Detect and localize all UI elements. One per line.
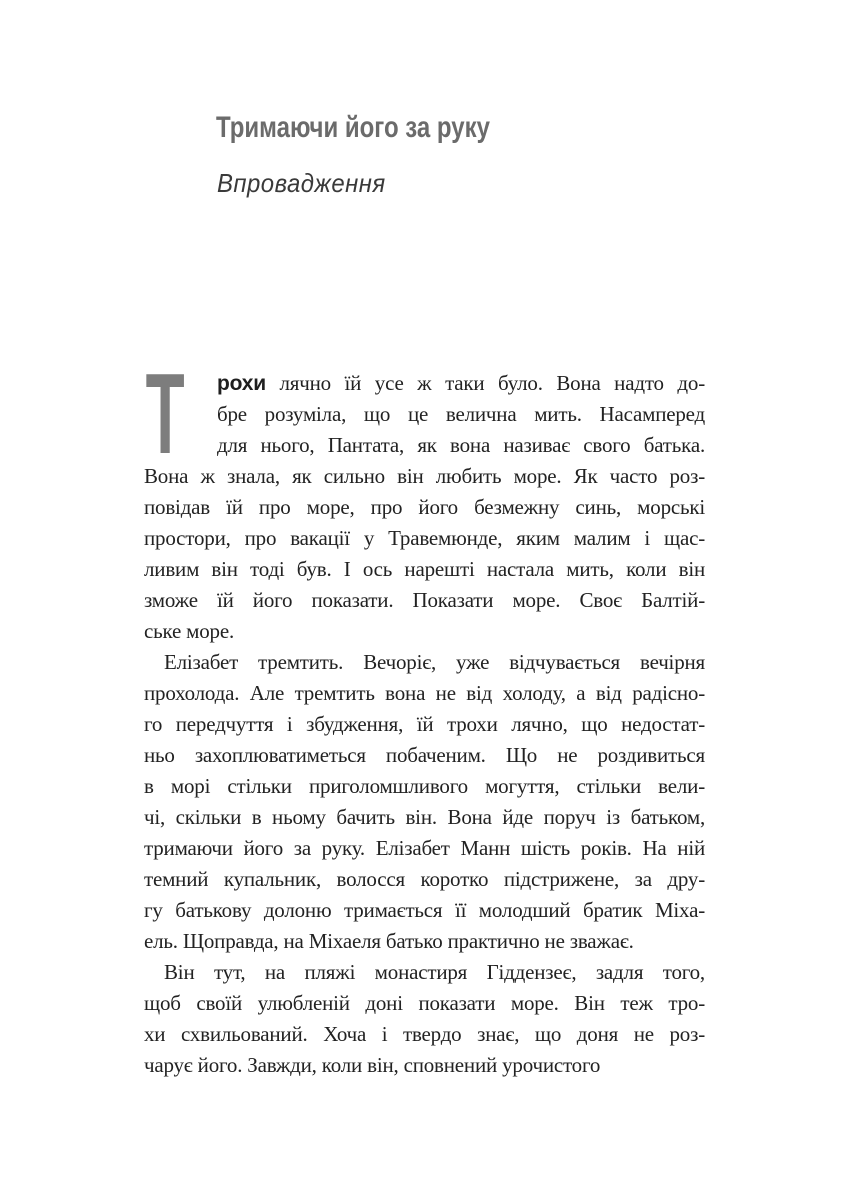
text-line: ньо захоплюватиметься побаченим. Що не роздивиться — [144, 743, 705, 767]
text-line: чарує його. Завжди, коли він, сповнений урочистого — [144, 1053, 601, 1077]
paragraph-3 — [144, 957, 705, 1081]
text-line: ель. Щоправда, на Міхаеля батько практично не зважає. — [144, 929, 634, 953]
paragraph-2 — [144, 647, 705, 957]
body-text-block — [144, 351, 705, 1081]
text-line: повідав їй про море, про його безмежну синь, морські — [144, 495, 705, 519]
paragraph-1 — [144, 351, 705, 647]
text-line: чі, скільки в ньому бачить він. Вона йде поруч із батьком, — [144, 805, 705, 829]
text-line: в морі стільки приголомшливого могуття, стільки вели- — [144, 774, 705, 798]
text-line: ське море. — [144, 619, 235, 643]
text-line: хи схвильований. Хоча і твердо знає, що доня не роз- — [144, 1022, 705, 1046]
text-line: тримаючи його за руку. Елізабет Манн шість років. На ній — [144, 836, 705, 860]
text-line: Він тут, на пляжі монастиря Гіддензеє, задля того, — [164, 960, 705, 984]
text-line: ливим він тоді був. І ось нарешті настала мить, коли він — [144, 557, 705, 581]
text-line: бре розуміла, що це велична мить. Насамперед — [217, 402, 705, 426]
lead-word-bold: рохи — [217, 372, 266, 395]
text-line: Вона ж знала, як сильно він любить море. Як часто роз- — [144, 464, 705, 488]
text-line: Елізабет тремтить. Вечоріє, уже відчувається вечірня — [164, 650, 705, 674]
text-line: прохолода. Але тремтить вона не від холоду, а від радісно- — [144, 681, 705, 705]
text-line: рохи лячно їй усе ж таки було. Вона надто до- — [217, 371, 705, 395]
text-line: гу батькову долоню тримається її молодший братик Міха- — [144, 898, 705, 922]
drop-cap-letter: Т — [145, 351, 185, 478]
text-line: щоб своїй улюбленій доні показати море. Він теж тро- — [144, 991, 705, 1015]
text-line: темний купальник, волосся коротко підстрижене, за дру- — [144, 867, 705, 891]
text-line: зможе їй його показати. Показати море. Своє Балтій- — [144, 588, 705, 612]
chapter-subtitle: Впровадження — [217, 168, 386, 198]
chapter-title: Тримаючи його за руку — [216, 111, 490, 144]
text-line: простори, про вакації у Травемюнде, яким малим і щас- — [144, 526, 705, 550]
text-line: го передчуття і збудження, їй трохи лячно, що недостат- — [144, 712, 705, 736]
text-line: для нього, Пантата, як вона називає свого батька. — [217, 433, 705, 457]
